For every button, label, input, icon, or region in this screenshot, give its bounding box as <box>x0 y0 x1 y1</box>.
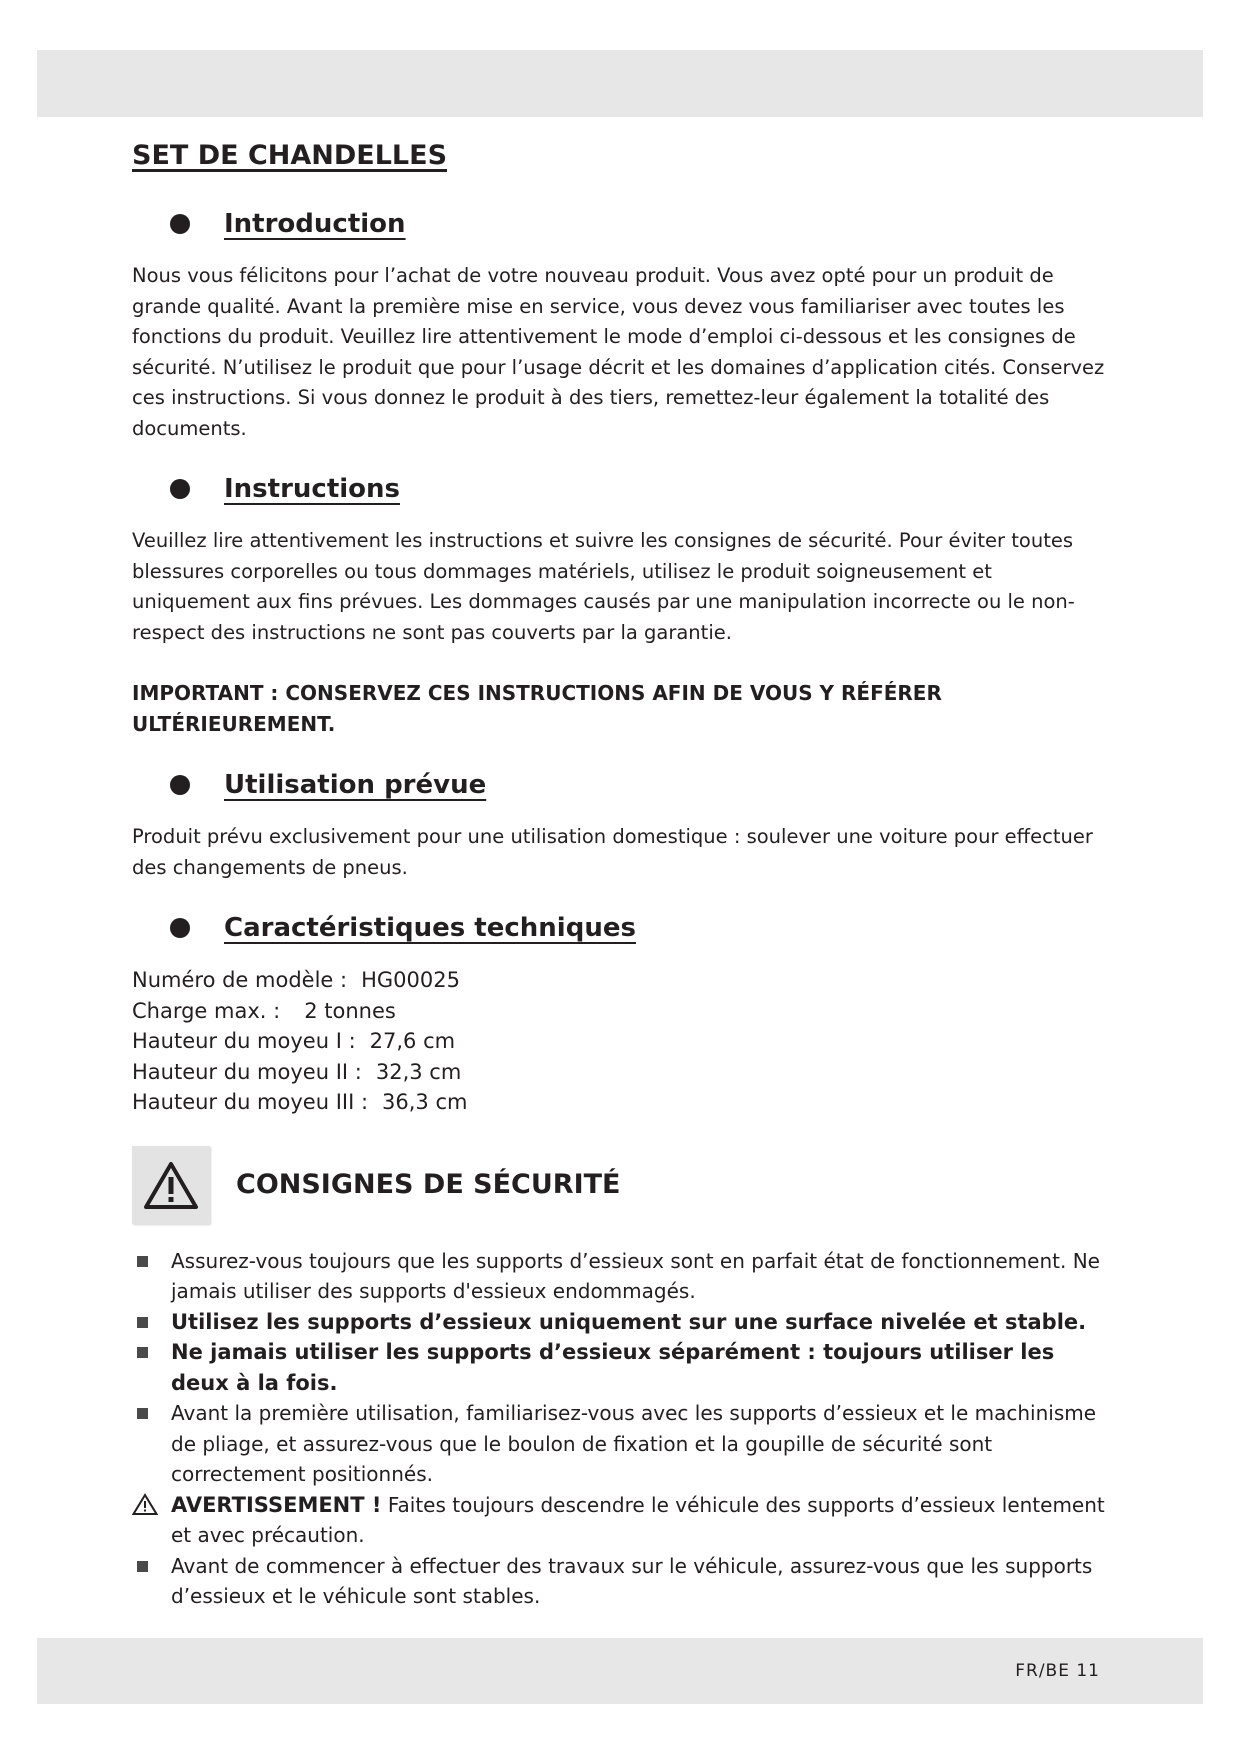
page-content <box>132 140 1112 1612</box>
square-bullet-icon <box>137 1317 148 1328</box>
safety-list <box>132 1246 1112 1612</box>
warning-triangle-icon <box>132 1146 210 1224</box>
warning-triangle-icon <box>132 1493 158 1516</box>
page-title: SET DE CHANDELLES <box>132 140 448 171</box>
instructions-text: Veuillez lire attentivement les instructions et suivre les consignes de sécurité. Pour éviter toutes blessures corporelles ou tous dommages matériels, utilisez le produit soigneusement et uniquement aux fins prévues. Les dommages causés par une manipulation incorrecte ou le non-respect des instructions ne sont pas couverts par la garantie. <box>132 529 1075 644</box>
list-item: Ne jamais utiliser les supports d’essieux séparément : toujours utiliser les deux à la fois. <box>132 1337 1112 1398</box>
list-item: Avant la première utilisation, familiarisez-vous avec les supports d’essieux et le machinisme de pliage, et assurez-vous que le boulon de fixation et la goupille de sécurité sont correctement positionnés. <box>132 1398 1112 1490</box>
page-number: FR/BE 11 <box>1015 1661 1100 1681</box>
heading-specs: Caractéristiques techniques <box>170 913 1112 943</box>
bullet-icon <box>170 775 190 795</box>
usage-text: Produit prévu exclusivement pour une utilisation domestique : soulever une voiture pour effectuer des changements de pneus. <box>132 825 1093 879</box>
spec-row: Hauteur du moyeu III : 36,3 cm <box>132 1090 468 1114</box>
list-item: Avant de commencer à effectuer des travaux sur le véhicule, assurez-vous que les supports d’essieux et le véhicule sont stables. <box>132 1551 1112 1612</box>
spec-row: Charge max. : 2 tonnes <box>132 998 396 1023</box>
bullet-icon <box>170 918 190 938</box>
square-bullet-icon <box>137 1408 148 1419</box>
important-notice: IMPORTANT : CONSERVEZ CES INSTRUCTIONS AFIN DE VOUS Y RÉFÉRER ULTÉRIEUREMENT. <box>132 681 942 736</box>
square-bullet-icon <box>137 1561 148 1572</box>
spec-list <box>132 965 1112 1118</box>
square-bullet-icon <box>137 1256 148 1267</box>
spec-row: Numéro de modèle : HG00025 <box>132 968 460 992</box>
list-item: Assurez-vous toujours que les supports d’essieux sont en parfait état de fonctionnement. Ne jamais utiliser des supports d'essieux endommagés. <box>132 1246 1112 1307</box>
heading-usage: Utilisation prévue <box>170 770 1112 800</box>
header-band <box>37 50 1203 117</box>
bullet-icon <box>170 479 190 499</box>
list-item: Utilisez les supports d’essieux uniquement sur une surface nivelée et stable. <box>132 1307 1112 1338</box>
square-bullet-icon <box>137 1347 148 1358</box>
spec-row: Hauteur du moyeu I : 27,6 cm <box>132 1029 456 1053</box>
introduction-text: Nous vous félicitons pour l’achat de votre nouveau produit. Vous avez opté pour un produit de grande qualité. Avant la première mise en service, vous devez vous familiariser avec toutes les fonctions du produit. Veuillez lire attentivement le mode d’emploi ci-dessous et les consignes de sécurité. N’utilisez le produit que pour l’usage décrit et les domaines d’application cités. Conservez ces instructions. Si vous donnez le produit à des tiers, remettez-leur également la totalité des documents. <box>132 264 1105 440</box>
warning-item: AVERTISSEMENT ! Faites toujours descendre le véhicule des supports d’essieux lentement et avec précaution. <box>132 1490 1112 1551</box>
safety-heading: CONSIGNES DE SÉCURITÉ <box>132 1146 1112 1224</box>
bullet-icon <box>170 214 190 234</box>
heading-instructions: Instructions <box>170 474 1112 504</box>
heading-introduction: Introduction <box>170 209 1112 239</box>
spec-row: Hauteur du moyeu II : 32,3 cm <box>132 1059 462 1084</box>
